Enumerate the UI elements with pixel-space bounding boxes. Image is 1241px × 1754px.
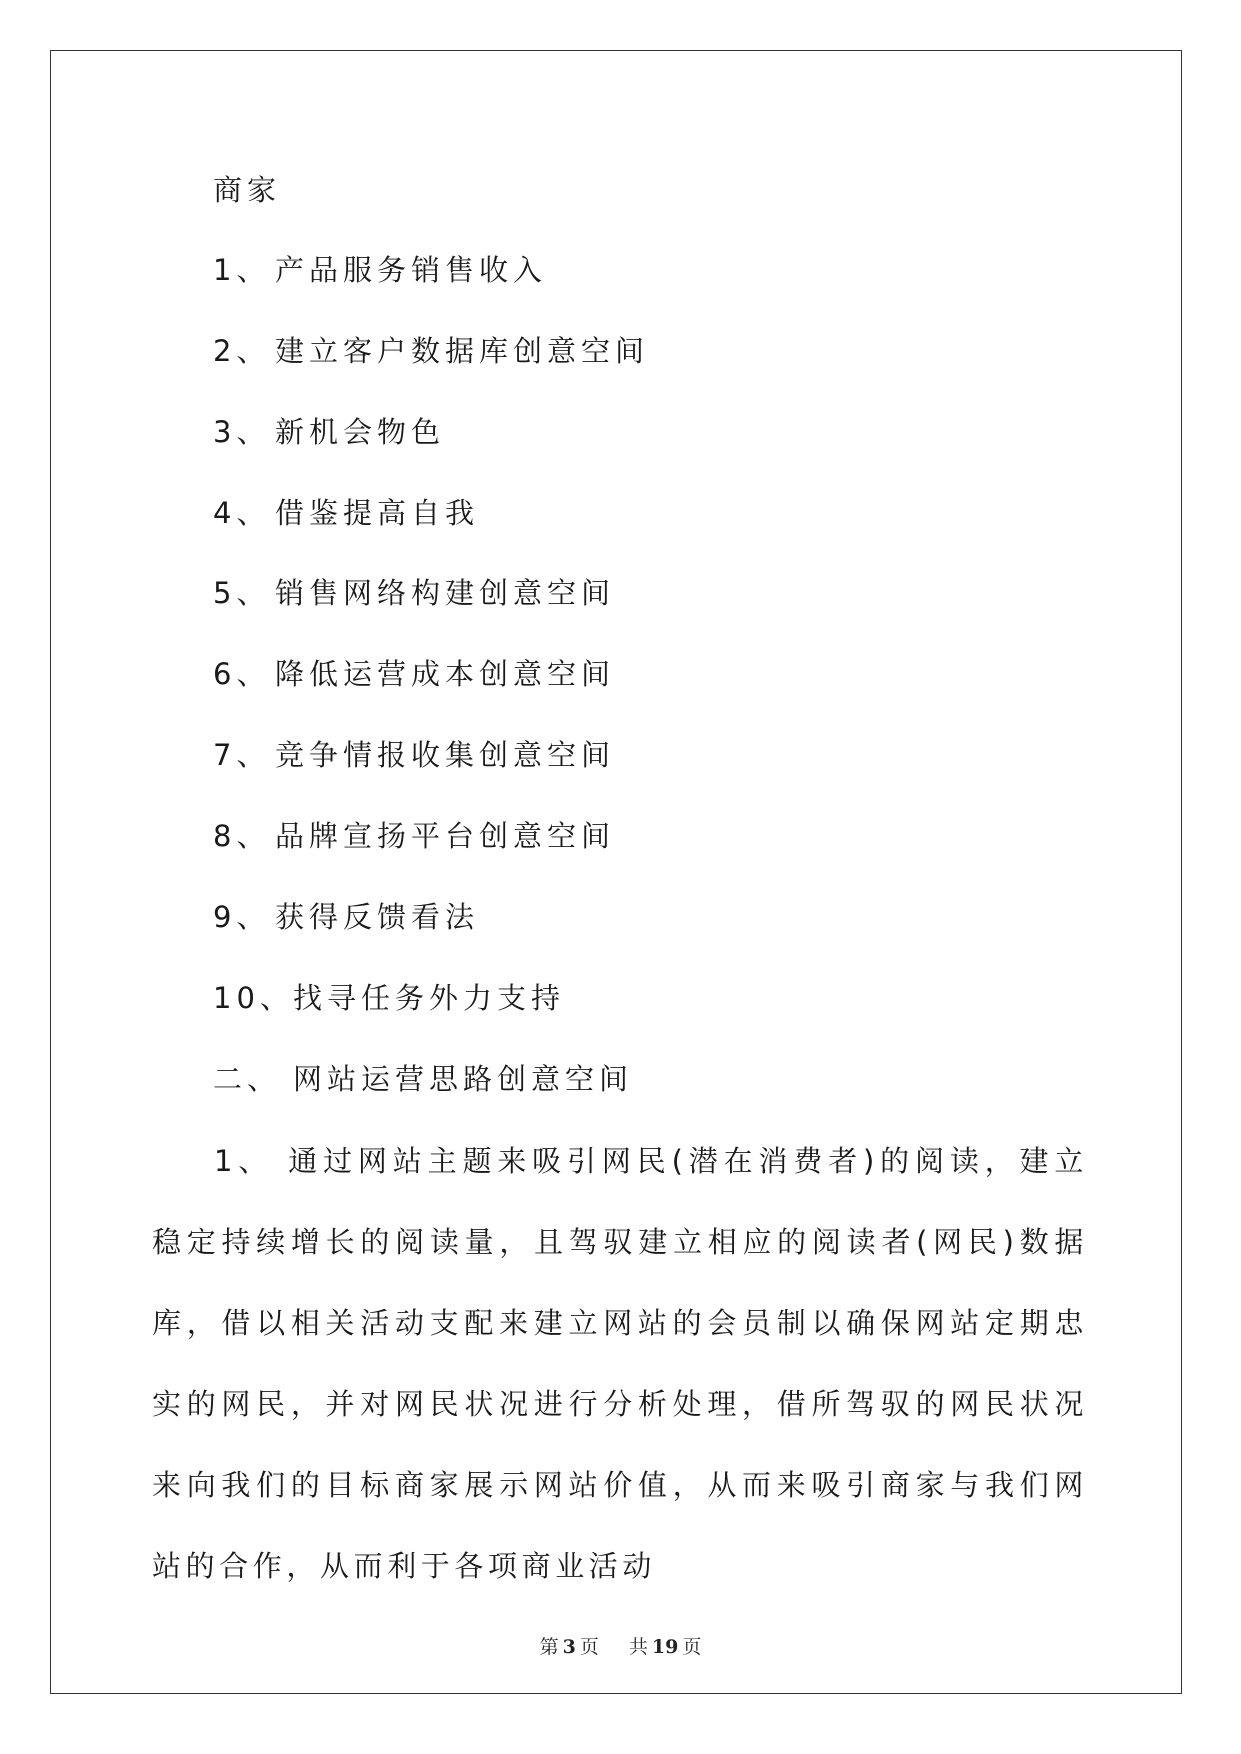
section-heading — [213, 1061, 633, 1097]
page-total: 19 — [651, 1636, 679, 1658]
list-item-number: 1、 — [213, 253, 271, 287]
section-number: 二、 — [213, 1062, 282, 1096]
list-item-text: 新机会物色 — [275, 415, 446, 449]
list-item-text: 产品服务销售收入 — [275, 253, 548, 287]
list-item-text: 竞争情报收集创意空间 — [275, 738, 616, 772]
list-item — [213, 980, 565, 1016]
list-item — [213, 818, 615, 854]
page-label-suffix: 页 — [579, 1636, 599, 1658]
list-item — [213, 737, 615, 773]
list-item-number: 6、 — [213, 657, 271, 691]
total-label-suffix: 页 — [682, 1636, 702, 1658]
list-item — [213, 333, 649, 369]
section-title: 网站运营思路创意空间 — [293, 1062, 634, 1096]
list-item-number: 7、 — [213, 738, 271, 772]
list-item — [213, 575, 615, 611]
list-item-number: 3、 — [213, 415, 271, 449]
list-item-text: 获得反馈看法 — [275, 900, 480, 934]
list-item — [213, 656, 615, 692]
heading-merchant: 商家 — [213, 173, 282, 207]
list-item-number: 10、 — [213, 981, 294, 1015]
list-item-number: 4、 — [213, 496, 271, 530]
list-item-text: 降低运营成本创意空间 — [275, 657, 616, 691]
list-item-text: 借鉴提高自我 — [275, 496, 480, 530]
list-item-number: 8、 — [213, 819, 271, 853]
page-label-prefix: 第 — [539, 1636, 559, 1658]
list-item-text: 找寻任务外力支持 — [293, 981, 566, 1015]
list-item-number: 2、 — [213, 334, 271, 368]
list-item-number: 5、 — [213, 576, 271, 610]
list-item-text: 品牌宣扬平台创意空间 — [275, 819, 616, 853]
page-current: 3 — [562, 1636, 576, 1658]
list-item — [213, 414, 445, 450]
page-footer — [0, 1632, 1241, 1659]
total-label-prefix: 共 — [628, 1636, 648, 1658]
list-item-text: 建立客户数据库创意空间 — [275, 334, 650, 368]
list-item — [213, 495, 479, 531]
list-item — [213, 899, 479, 935]
list-item-text: 销售网络构建创意空间 — [275, 576, 616, 610]
list-item-number: 9、 — [213, 900, 271, 934]
body-paragraph: 1、 通过网站主题来吸引网民(潜在消费者)的阅读，建立稳定持续增长的阅读量，且驾驭建立相应的阅读者(网民)数据库，借以相关活动支配来建立网站的会员制以确保网站定期忠实的网民，并对网民状况进行分析处理，借所驾驭的网民状况来向我们的目标商家展示网站价值，从而来吸引商家与我们网站的合作，从而利于各项商业活动 — [152, 1144, 1088, 1583]
list-item — [213, 252, 547, 288]
